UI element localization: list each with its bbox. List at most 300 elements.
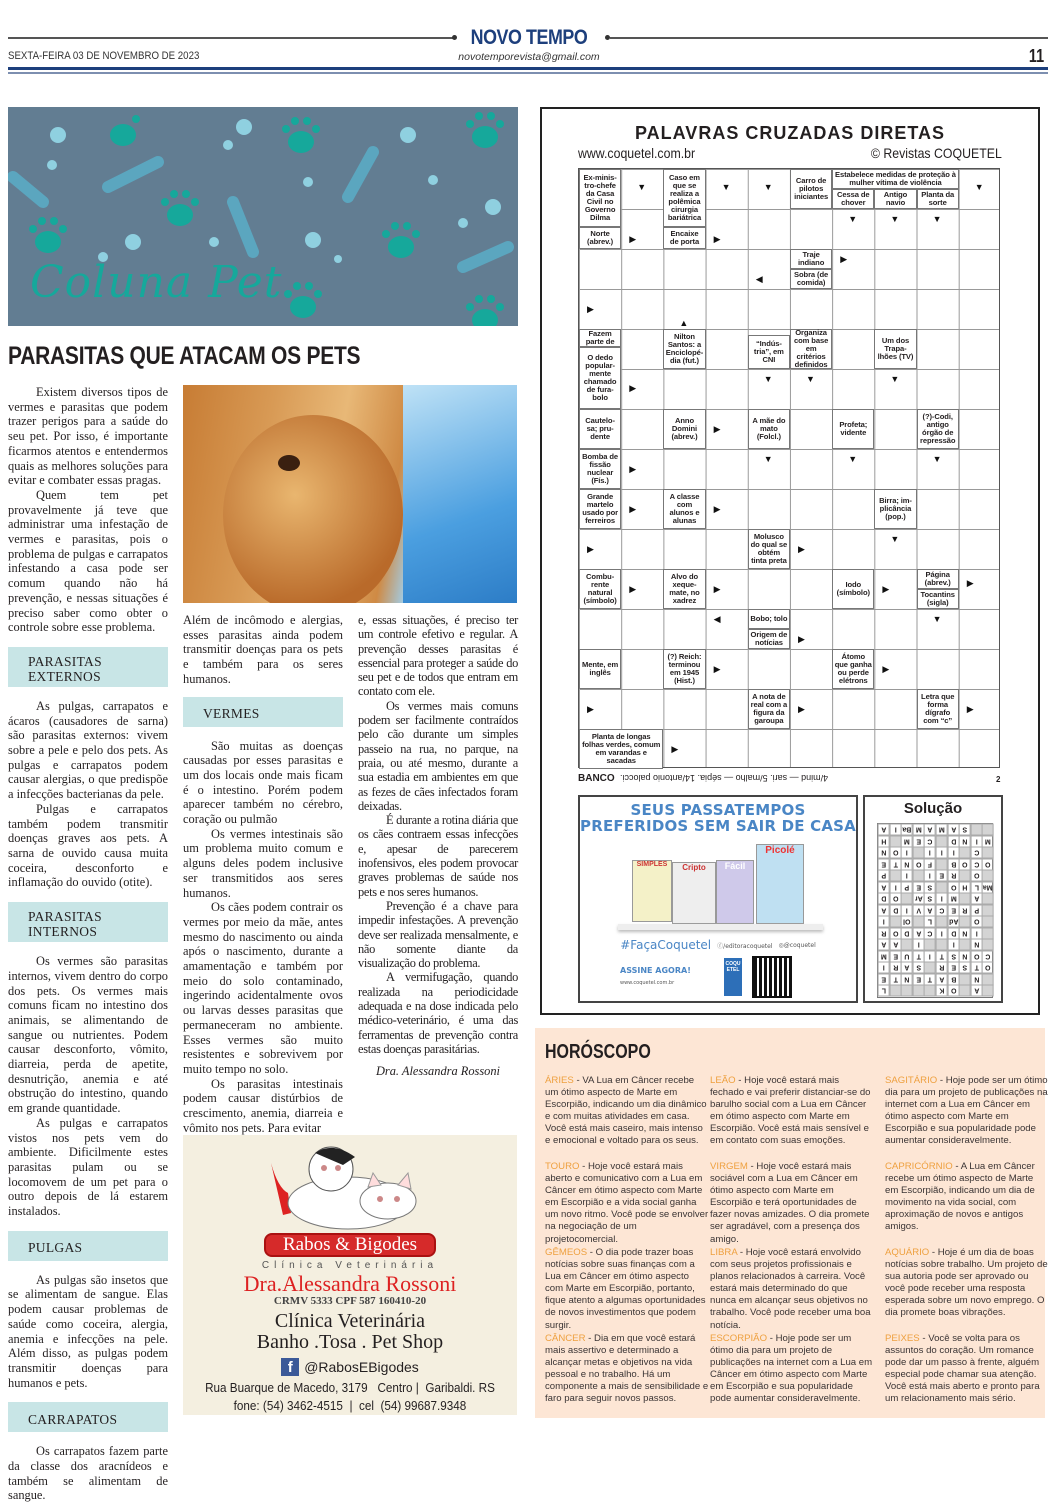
paragraph: As pulgas, carrapatos e ácaros (causadores de sarna) são parasitas externos: vivem sobre a pele e pelo dos pets. As pulgas e carrapatos podem causar alergias, o que predispõe a infecções bacterianas da pele. bbox=[8, 698, 168, 802]
arrow-right-icon: ▶ bbox=[629, 504, 637, 514]
horoscope-entry bbox=[545, 1075, 709, 1148]
arrow-right-icon: ▶ bbox=[713, 504, 721, 514]
solution-cell: E bbox=[948, 962, 960, 974]
arrow-down-icon: ▼ bbox=[721, 182, 731, 192]
solution-cell bbox=[913, 916, 925, 928]
crossword-clue: Planta da sorte bbox=[917, 189, 959, 209]
crossword-clue: Letra que forma dígrafo com “c” bbox=[917, 689, 959, 729]
horoscope-text: Hoje você estará mais fechado e vai preferir distanciar-se do barulho social com a Lua em Câncer em ótimo aspecto com Marte em Escorpião. Você está mais sensível e em contato com suas emoções. bbox=[710, 1075, 871, 1147]
instagram-link[interactable]: ◎@coquetel bbox=[778, 941, 816, 949]
solution-cell: M bbox=[913, 824, 925, 836]
crossword-clue: Combu-rente natural (símbolo) bbox=[579, 569, 621, 609]
paragraph: Além de incômodo e alergias, esses parasitas ainda podem transmitir doenças para os pets e também para os seres humanos. bbox=[183, 613, 343, 686]
solution-cell: D bbox=[948, 928, 960, 940]
arrow-up-icon: ▲ bbox=[679, 318, 689, 328]
crossword-clue: A mãe do mato (Folcl.) bbox=[748, 409, 790, 449]
crossword-clue: (?) Reich: terminou em 1945 (Hist.) bbox=[663, 649, 705, 689]
solution-cell: M bbox=[901, 836, 913, 848]
arrow-down-icon: ▼ bbox=[932, 214, 942, 224]
solution-cell: F bbox=[924, 859, 936, 871]
coquetel-url[interactable]: www.coquetel.com.br bbox=[578, 145, 696, 161]
solution-cell: P bbox=[878, 870, 890, 882]
dog-ear-exam-photo bbox=[183, 385, 517, 603]
arrow-right-icon: ▶ bbox=[966, 704, 974, 714]
horoscope-entry bbox=[545, 1161, 709, 1245]
crossword-clue: Fazem parte de bbox=[579, 329, 621, 347]
zodiac-sign: TOURO bbox=[545, 1161, 580, 1172]
solution-cell: I bbox=[913, 939, 925, 951]
separator: - bbox=[767, 1333, 776, 1344]
paragraph: Os vermes mais comuns podem ser facilmente contraídos pelo cão durante um simples passeio na rua, no parque, na praia, ou até mesmo, durante a sua estadia em ambientes em que as fezes de cães infectados foram deixadas. bbox=[358, 698, 518, 813]
crossword-clue: Organiza com base em critérios definidos bbox=[790, 329, 832, 369]
horoscope-text: Hoje é um dia de boas notícias sobre trabalho. Um projeto de sua autoria pode ser aprovado ou você pode receber uma resposta esperada sobre um novo emprego. O dia promete boas vibrações. bbox=[885, 1247, 1048, 1319]
crossword-clue: Profeta; vidente bbox=[832, 409, 874, 449]
solution-cell: E bbox=[890, 951, 902, 963]
solution-cell bbox=[901, 939, 913, 951]
solution-cell bbox=[982, 928, 994, 940]
solution-cell: A bbox=[924, 824, 936, 836]
solution-cell: T bbox=[890, 859, 902, 871]
arrow-right-icon: ▶ bbox=[798, 704, 805, 714]
arrow-down-icon: ▼ bbox=[637, 182, 647, 192]
solution-cell: R bbox=[959, 905, 971, 917]
zodiac-sign: AQUÁRIO bbox=[885, 1247, 930, 1258]
solution-cell: E bbox=[913, 882, 925, 894]
separator: - bbox=[735, 1075, 745, 1086]
crossword-clue: Origem de notícias bbox=[748, 629, 790, 649]
crossword-clue: Grande martelo usado por ferreiros bbox=[579, 489, 621, 529]
solution-cell: I bbox=[901, 847, 913, 859]
arrow-right-icon: ▶ bbox=[713, 664, 721, 674]
solution-cell bbox=[959, 939, 971, 951]
solution-cell bbox=[959, 847, 971, 859]
arrow-right-icon: ▶ bbox=[671, 744, 679, 754]
arrow-right-icon: ▶ bbox=[798, 634, 805, 644]
zodiac-sign: SAGITÁRIO bbox=[885, 1075, 938, 1086]
separator: - bbox=[937, 1075, 946, 1086]
section-heading-externos: PARASITAS EXTERNOS bbox=[8, 647, 168, 687]
solution-cell: L bbox=[924, 916, 936, 928]
horoscope-column bbox=[710, 1075, 874, 1419]
crossword-clue: Carro de pilotos iniciantes bbox=[790, 169, 832, 209]
doctor-name: Dra.Alessandra Rossoni bbox=[243, 1271, 457, 1296]
solution-cell: T bbox=[913, 951, 925, 963]
solution-cell bbox=[982, 824, 994, 836]
clinic-service-line: Clínica Veterinária bbox=[274, 1310, 426, 1332]
arrow-right-icon: ▶ bbox=[713, 584, 721, 594]
coluna-pet-banner bbox=[8, 107, 518, 326]
arrow-down-icon: ▼ bbox=[848, 214, 858, 224]
solution-cell: A bbox=[948, 824, 960, 836]
solution-cell bbox=[936, 882, 948, 894]
solution-cell: Ad bbox=[948, 916, 960, 928]
solution-cell: I bbox=[971, 836, 983, 848]
crossword-clue: (?)-Codi, antigo órgão de repressão bbox=[917, 409, 959, 449]
puzzle-code: 2 bbox=[996, 775, 1001, 784]
horoscope-text: VA Lua em Câncer recebe um ótimo aspecto de Marte em Escorpião, indicando um dia dinâmico e com muitas atividades em casa. Você está mais caseiro, mais intenso e emocional e voltado para os seus. bbox=[545, 1075, 707, 1147]
zodiac-sign: CÂNCER bbox=[545, 1333, 586, 1344]
solution-cell bbox=[959, 916, 971, 928]
solution-cell: A bbox=[901, 962, 913, 974]
solution-cell: E bbox=[936, 870, 948, 882]
solution-cell: I bbox=[948, 939, 960, 951]
solution-cell: I bbox=[890, 824, 902, 836]
separator: - bbox=[587, 1247, 596, 1258]
solution-cell: I bbox=[878, 962, 890, 974]
solution-cell: N bbox=[959, 836, 971, 848]
arrow-down-icon: ▼ bbox=[848, 454, 858, 464]
solution-cell bbox=[936, 916, 948, 928]
solution-cell bbox=[959, 985, 971, 997]
solution-cell bbox=[901, 985, 913, 997]
crossword-clue: Sobra (de comida) bbox=[790, 269, 832, 289]
crossword-clue: O dedo popular-mente chamado de fura-bolo bbox=[579, 347, 621, 409]
header-divider bbox=[8, 72, 1048, 74]
paragraph: Os parasitas intestinais podem causar distúrbios de crescimento, anemia, diarreia e vômito nos pets. Para evitar bbox=[183, 1076, 343, 1135]
solution-cell: L bbox=[971, 882, 983, 894]
crossword-clue: A nota de real com a figura da garoupa bbox=[748, 689, 790, 729]
solution-cell bbox=[913, 870, 925, 882]
arrow-right-icon: ▶ bbox=[629, 383, 637, 393]
paragraph: Os carrapatos fazem parte da classe dos aracnídeos e também se alimentam de sangue. bbox=[8, 1444, 168, 1503]
paragraph: É durante a rotina diária que os cães contraem essas infecções e, apesar de parecerem inofensivos, eles podem provocar graves problemas de saúde nos pets e nos seres humanos. bbox=[358, 813, 519, 899]
paragraph: As pulgas são insetos que se alimentam de sangue. Elas podem causar problemas de saúde como coceira, alergia, anemia e infecções na pele. Além disso, as pulgas podem transmitir doenças para humanos e pets. bbox=[8, 1272, 168, 1390]
newspaper-brand: NOVO TEMPO bbox=[470, 26, 588, 49]
solution-cell: I bbox=[924, 847, 936, 859]
section-heading-carrapatos: CARRAPATOS bbox=[8, 1402, 168, 1432]
horoscope-entry bbox=[885, 1247, 1049, 1320]
facebook-handle-text: @RabosEBigodes bbox=[304, 1359, 419, 1375]
facebook-link[interactable]: ⓕ/editoracoquetel bbox=[717, 942, 773, 950]
arrow-right-icon: ▶ bbox=[882, 584, 890, 594]
crossword-clue: Antigo navio bbox=[874, 189, 916, 209]
solution-cell: I bbox=[924, 951, 936, 963]
solution-cell bbox=[982, 893, 994, 905]
solution-cell: A bbox=[878, 905, 890, 917]
horoscope-entry bbox=[710, 1333, 874, 1406]
magazine-cover: Picolé bbox=[756, 844, 804, 924]
coquetel-site[interactable]: www.coquetel.com.br bbox=[620, 980, 675, 986]
header-divider bbox=[8, 67, 1048, 70]
crossword-clue: Iodo (símbolo) bbox=[832, 569, 874, 609]
hashtag: #FaçaCoquetel bbox=[620, 938, 712, 952]
horoscope-text: Você se volta para os assuntos do coração. Um romance pode dar um passo à frente, alguém especial pode chamar sua atenção. Você está mais aberto e pronto para um relacionamento mais sério. bbox=[885, 1333, 1040, 1405]
arrow-down-icon: ▼ bbox=[763, 454, 773, 464]
crossword-clue: Birra; im-plicância (pop.) bbox=[874, 489, 916, 529]
crossword-clue: Mente, em inglês bbox=[579, 649, 621, 689]
solution-cell: D bbox=[890, 905, 902, 917]
rabos-bigodes-logo: Rabos & Bigodes bbox=[264, 1233, 436, 1257]
arrow-right-icon: ▶ bbox=[840, 254, 848, 264]
solution-cell: C bbox=[924, 836, 936, 848]
crossword-panel bbox=[540, 107, 1040, 1015]
separator: - bbox=[573, 1075, 583, 1086]
clinic-phone: fone: (54) 3462-4515 | cel (54) 99687.9348 bbox=[233, 1398, 467, 1413]
paragraph: e, essas situações, é preciso ter um controle efetivo e regular. A prevenção desses parasitas é essencial para proteger a saúde do seu pet e de todos que entram em contato com ele. bbox=[358, 613, 518, 699]
solution-cell bbox=[959, 893, 971, 905]
paragraph: Existem diversos tipos de vermes e parasitas que podem trazer perigos para a saúde do seu pet. Por isso, é importante ficarmos atentos e entendermos quais as melhores soluções para evitar e combater essas pragas. bbox=[8, 385, 168, 488]
solution-cell: H bbox=[959, 882, 971, 894]
solution-cell bbox=[936, 859, 948, 871]
solution-cell: O bbox=[948, 882, 960, 894]
solution-cell: E bbox=[878, 974, 890, 986]
horoscope-entry bbox=[885, 1333, 1049, 1406]
solution-cell bbox=[959, 870, 971, 882]
solution-cell: R bbox=[878, 928, 890, 940]
section-heading-pulgas: PULGAS bbox=[8, 1231, 168, 1261]
solution-cell: E bbox=[948, 905, 960, 917]
solution-cell bbox=[982, 974, 994, 986]
solution-cell: O bbox=[948, 985, 960, 997]
crossword-clue: Traje indiano bbox=[790, 249, 832, 269]
solution-cell: N bbox=[878, 847, 890, 859]
solution-cell: O bbox=[890, 928, 902, 940]
solution-cell: O bbox=[890, 847, 902, 859]
solution-cell: D bbox=[901, 928, 913, 940]
solution-cell: D bbox=[948, 836, 960, 848]
solution-cell: U bbox=[901, 951, 913, 963]
solution-cell: I bbox=[878, 916, 890, 928]
solution-cell: P bbox=[971, 905, 983, 917]
solution-cell: P bbox=[901, 882, 913, 894]
crossword-clue: Página (abrev.) bbox=[917, 569, 959, 589]
solution-cell: S bbox=[913, 962, 925, 974]
solution-cell: K bbox=[936, 985, 948, 997]
solution-cell: L bbox=[878, 985, 890, 997]
arrow-down-icon: ▼ bbox=[932, 614, 942, 624]
solution-cell: T bbox=[971, 962, 983, 974]
arrow-right-icon: ▶ bbox=[713, 234, 721, 244]
horoscope-text: Hoje você estará mais sociável com a Lua em Câncer em ótimo aspecto com Marte em Escorpião e terá oportunidades de fazer novas amizades. O dia promete ser agradável, com a presença dos amigo. bbox=[710, 1161, 870, 1245]
separator: - bbox=[747, 1161, 757, 1172]
clinic-service-line: Banho .Tosa . Pet Shop bbox=[256, 1331, 444, 1353]
solution-cell: M bbox=[878, 951, 890, 963]
crossword-clue: Anno Domini (abrev.) bbox=[663, 409, 705, 449]
solution-cell: M bbox=[948, 893, 960, 905]
solution-cell: I bbox=[936, 847, 948, 859]
solution-cell: A bbox=[971, 893, 983, 905]
solution-cell: R bbox=[948, 870, 960, 882]
solution-cell: A bbox=[878, 824, 890, 836]
solution-cell: B bbox=[948, 859, 960, 871]
paw-icon bbox=[161, 190, 199, 226]
magazine-cover: Cripto bbox=[672, 862, 716, 924]
facebook-handle[interactable] bbox=[183, 1358, 517, 1376]
solution-cell bbox=[924, 985, 936, 997]
paragraph: Os vermes intestinais são um problema muito comum e alguns deles podem inclusive ser transmitidos aos seres humanos. bbox=[183, 826, 343, 900]
crossword-clue: Átomo que ganha ou perde elétrons bbox=[832, 649, 874, 689]
solution-cell: I bbox=[971, 928, 983, 940]
solution-cell bbox=[982, 870, 994, 882]
solution-cell: A bbox=[913, 928, 925, 940]
solution-cell: A bbox=[971, 985, 983, 997]
crossword-clue: Um dos Trapa-lhões (TV) bbox=[874, 329, 916, 369]
solution-cell bbox=[913, 985, 925, 997]
section-heading-internos: PARASITAS INTERNOS bbox=[8, 902, 168, 942]
solution-cell bbox=[982, 847, 994, 859]
solution-cell bbox=[971, 824, 983, 836]
horoscope-text: O dia pode trazer boas notícias sobre suas finanças com a Lua em Câncer em ótimo aspecto com Marte em Escorpião, portanto, fique atento a algumas oportunidades de novos investimentos que podem surgir. bbox=[545, 1247, 706, 1331]
solution-cell bbox=[890, 985, 902, 997]
solution-cell: O bbox=[890, 893, 902, 905]
arrow-down-icon: ▼ bbox=[890, 534, 900, 544]
word-bank-label: BANCO bbox=[578, 773, 615, 784]
solution-cell: O bbox=[982, 859, 994, 871]
arrow-right-icon: ▶ bbox=[587, 304, 594, 314]
coquetel-ad bbox=[578, 795, 858, 1003]
crossword-clue: Caso em que se realiza a polêmica cirurgia bariátrica bbox=[663, 169, 705, 227]
qr-code-icon[interactable] bbox=[754, 958, 790, 996]
paragraph: Os vermes são parasitas internos, vivem dentro do corpo dos pets. Os vermes mais comuns ficam no intestino dos animais, se alimentando de sangue ou nutrientes. Podem causar desconforto, vômito, diarreia, perda de apetite, desnutrição, anemia e até obstrução do intestino, quando em grande quantidade. bbox=[8, 954, 168, 1116]
solution-cell bbox=[890, 916, 902, 928]
solution-cell: S bbox=[924, 893, 936, 905]
solution-cell: A bbox=[878, 939, 890, 951]
crossword-clue: A classe com alunos e alunas bbox=[663, 489, 705, 529]
crossword-clue: Nilton Santos: a Enciclopé-dia (fut.) bbox=[663, 329, 705, 369]
solution-cell: T bbox=[936, 951, 948, 963]
horoscope-column bbox=[545, 1075, 709, 1419]
copyright: © Revistas COQUETEL bbox=[871, 145, 1002, 161]
crossword-clue: Bomba de fissão nuclear (Fís.) bbox=[579, 449, 621, 489]
arrow-down-icon: ▼ bbox=[932, 454, 942, 464]
solution-cell: T bbox=[890, 974, 902, 986]
coluna-pet-logo: Coluna Pet bbox=[30, 257, 283, 308]
solution-title: Solução bbox=[903, 800, 963, 817]
solution-cell: O bbox=[913, 859, 925, 871]
crossword-clue: Cautelo-sa; pru-dente bbox=[579, 409, 621, 449]
horoscope-entry bbox=[545, 1247, 709, 1331]
paragraph: Quem tem pet provavelmente já teve que administrar uma infestação de vermes e parasitas, pois o problema de pulgas e carrapatos infestando a casa pode ser comum quando não há prevenção, e nessas situações é preciso saber como obter o controle sobre esse problema. bbox=[8, 487, 168, 635]
solution-cell: B bbox=[948, 974, 960, 986]
article-author: Dra. Alessandra Rossoni bbox=[375, 1064, 501, 1079]
arrow-right-icon: ▶ bbox=[587, 544, 594, 554]
crossword-clue: Estabelece medidas de proteção à mulher vítima de violência bbox=[832, 169, 959, 189]
paragraph: As pulgas e carrapatos vistos nos pets vem do ambiente. Dificilmente estes parasitas pulam ou se locomovem de um pet para o outro depois de lá estarem instalados. bbox=[8, 1115, 168, 1219]
solution-cell: Ol bbox=[901, 916, 913, 928]
separator: - bbox=[579, 1161, 588, 1172]
ad-title: PREFERIDOS SEM SAIR DE CASA bbox=[580, 817, 856, 835]
crossword-clue: Ex-minis-tro-chefe da Casa Civil no Governo Dilma bbox=[579, 169, 621, 227]
arrow-right-icon: ▶ bbox=[587, 704, 594, 714]
zodiac-sign: LIBRA bbox=[710, 1247, 738, 1258]
arrow-down-icon: ▼ bbox=[806, 374, 815, 384]
solution-cell: N bbox=[959, 951, 971, 963]
solution-cell: A bbox=[878, 882, 890, 894]
solution-cell bbox=[924, 962, 936, 974]
solution-cell: S bbox=[959, 962, 971, 974]
solution-cell: C bbox=[971, 859, 983, 871]
solution-cell: I bbox=[890, 882, 902, 894]
horoscope-text: Hoje pode ser um ótimo dia para um projeto de publicações na internet com a Lua em Câncer em ótimo aspecto com Marte em Escorpião e sua popularidade pode aumentar consideravelmente. bbox=[885, 1075, 1048, 1147]
solution-cell: E bbox=[913, 836, 925, 848]
arrow-down-icon: ▼ bbox=[890, 214, 900, 224]
solution-cell bbox=[959, 974, 971, 986]
crossword-clue: Tocantins (sigla) bbox=[917, 589, 959, 609]
solution-cell: N bbox=[959, 928, 971, 940]
zodiac-sign: ESCORPIÃO bbox=[710, 1333, 768, 1344]
crossword-clue: Molusco do qual se obtém tinta preta bbox=[748, 529, 790, 569]
solution-cell: C bbox=[936, 905, 948, 917]
horoscope-entry bbox=[885, 1161, 1049, 1234]
solution-cell: O bbox=[982, 962, 994, 974]
doctor-registry: CRMV 5333 CPF 587 160410-20 bbox=[273, 1295, 427, 1307]
arrow-down-icon: ▼ bbox=[890, 374, 900, 384]
arrow-right-icon: ▶ bbox=[713, 424, 721, 434]
horoscope-text: Dia em que você estará mais assertivo e determinado a alcançar metas e objetivos na vida pessoal e no trabalho. Há um componente a mais de sensibilidade e faro para seguir novos passos. bbox=[545, 1333, 709, 1405]
zodiac-sign: ÁRIES bbox=[545, 1075, 574, 1086]
article-headline: PARASITAS QUE ATACAM OS PETS bbox=[8, 342, 361, 370]
solution-cell: I bbox=[924, 870, 936, 882]
article-column-2 bbox=[183, 613, 343, 1136]
solution-cell bbox=[936, 939, 948, 951]
solution-cell: E bbox=[913, 974, 925, 986]
horoscope-entry bbox=[710, 1075, 874, 1148]
contact-email[interactable]: novotemporevista@gmail.com bbox=[458, 51, 600, 63]
horoscope-text: Hoje pode ser um ótimo dia para um projeto de publicações na internet com a Lua em Câncer em ótimo aspecto com Marte em Escorpião e sua popularidade pode aumentar consideravelmente. bbox=[710, 1333, 873, 1405]
magazine-shelf bbox=[610, 842, 826, 930]
crossword-grid[interactable] bbox=[578, 168, 1000, 768]
crossword-clue: “Indús-tria”, em CNI bbox=[748, 335, 790, 369]
horoscope-panel bbox=[535, 1028, 1048, 1418]
solution-cell: Ba bbox=[901, 824, 913, 836]
solution-cell: I bbox=[901, 870, 913, 882]
page-number: 11 bbox=[1028, 46, 1045, 66]
arrow-right-icon: ▶ bbox=[629, 464, 637, 474]
solution-cell: O bbox=[959, 859, 971, 871]
solution-grid bbox=[877, 823, 993, 998]
horoscope-column bbox=[885, 1075, 1049, 1419]
crossword-clue: Encaixe de porta bbox=[663, 227, 705, 249]
solution-cell: H bbox=[878, 836, 890, 848]
arrow-right-icon: ▶ bbox=[966, 578, 974, 588]
solution-cell bbox=[936, 836, 948, 848]
magazine-cover: SIMPLES bbox=[632, 860, 672, 922]
separator: - bbox=[585, 1333, 595, 1344]
horoscope-text: Hoje você estará mais aberto e comunicativo com a Lua em Câncer em ótimo aspecto com Marte em Escorpião e a vida social ganha um novo ritmo. Você pode se envolver na negociação de um projetocomercial. bbox=[545, 1161, 709, 1245]
solution-cell: N bbox=[901, 859, 913, 871]
solution-cell: E bbox=[878, 859, 890, 871]
zodiac-sign: LEÃO bbox=[710, 1075, 736, 1086]
dog-cat-mascot-icon bbox=[183, 1143, 517, 1233]
horoscope-title: HORÓSCOPO bbox=[545, 1041, 651, 1063]
solution-cell: S bbox=[924, 882, 936, 894]
solution-cell bbox=[982, 939, 994, 951]
paragraph: A vermifugação, quando realizada na periodicidade adequada e na dose indicada pelo médico-veterinário, é uma das ferramentas de prevenção contra estas doenças parasitárias. bbox=[358, 970, 518, 1056]
solution-cell bbox=[982, 985, 994, 997]
arrow-left-icon: ◀ bbox=[713, 614, 721, 624]
solution-cell: N bbox=[901, 974, 913, 986]
separator: - bbox=[952, 1161, 961, 1172]
solution-cell: M bbox=[982, 836, 994, 848]
crossword-clue: Alvo do xeque-mate, no xadrez bbox=[663, 569, 705, 609]
subscribe-cta[interactable]: ASSINE AGORA! bbox=[620, 966, 691, 975]
solution-cell: C bbox=[982, 951, 994, 963]
separator: - bbox=[737, 1247, 746, 1258]
paragraph: Os cães podem contrair os vermes por meio da mãe, antes mesmo do nascimento ou ainda após o nascimento, durante a amamentação e também por meio do solo contaminado, ingerindo acidentalmente ovos ou larvas desses parasitas que permaneceram no ambiente. Esses vermes são muito resistentes e sobrevivem por muito tempo no solo. bbox=[183, 900, 343, 1076]
horoscope-entry bbox=[545, 1333, 709, 1406]
solution-cell: N bbox=[971, 974, 983, 986]
solution-cell: O bbox=[971, 951, 983, 963]
article-column-1 bbox=[8, 385, 168, 1503]
zodiac-sign: CAPRICÓRNIO bbox=[885, 1161, 953, 1172]
solution-cell: C bbox=[971, 847, 983, 859]
article-column-3 bbox=[358, 613, 518, 1079]
solution-cell: Ma bbox=[982, 882, 994, 894]
solution-cell bbox=[890, 836, 902, 848]
solution-cell: A bbox=[936, 974, 948, 986]
clinic-address: Rua Buarque de Macedo, 3179 Centro | Garibaldi. RS bbox=[205, 1380, 495, 1395]
arrow-down-icon: ▼ bbox=[763, 374, 773, 384]
